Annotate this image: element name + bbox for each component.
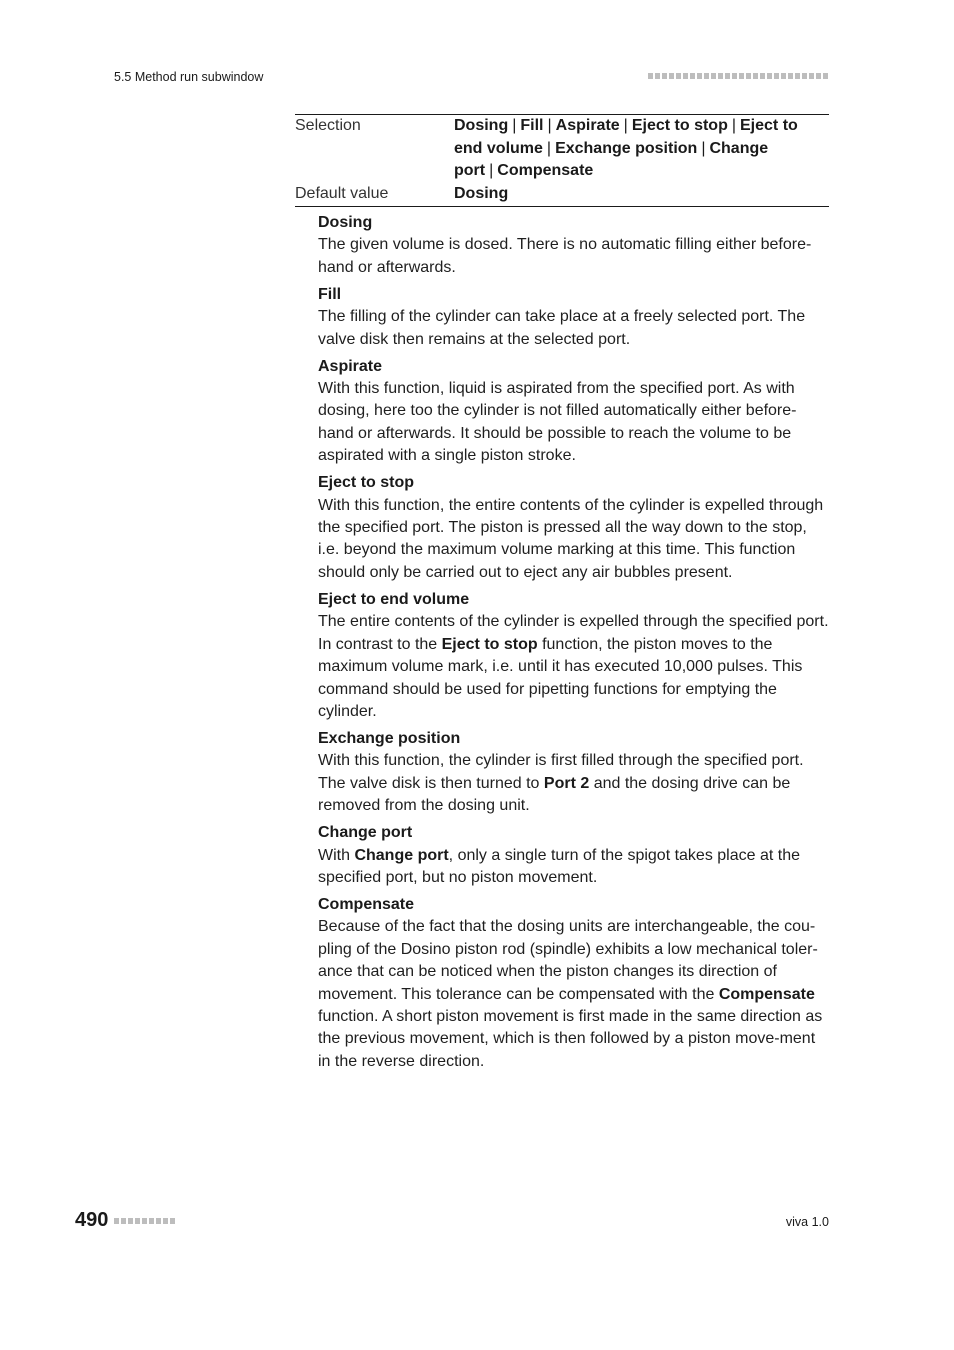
rule-dot <box>662 73 667 79</box>
option-separator: | <box>701 139 706 157</box>
rule-dot <box>746 73 751 79</box>
definition-item <box>318 589 830 723</box>
rule-dot <box>128 1218 133 1224</box>
selection-options <box>454 115 829 183</box>
default-value-row <box>295 183 829 206</box>
definition-term: Compensate <box>318 895 415 913</box>
rule-dot <box>823 73 828 79</box>
rule-dot <box>121 1218 126 1224</box>
definition-item <box>318 284 830 351</box>
selection-option: Dosing <box>454 117 509 134</box>
rule-dot <box>142 1218 147 1224</box>
body-text: function, the piston moves to the maximum volume mark, i.e. until it has executed 10,000 pulses. This command should be used for pipetting functions for emptying the cylinder. <box>318 635 803 720</box>
definition-body <box>318 611 830 723</box>
rule-dot <box>669 73 674 79</box>
rule-dot <box>774 73 779 79</box>
emphasized-text: Eject to stop <box>441 635 538 653</box>
rule-dot <box>725 73 730 79</box>
definition-body <box>318 306 830 351</box>
definition-item <box>318 356 830 468</box>
rule-dot <box>648 73 653 79</box>
selection-label: Selection <box>295 117 361 134</box>
running-head: 5.5 Method run subwindow <box>114 70 264 84</box>
definition-body <box>318 495 830 585</box>
emphasized-text: Port 2 <box>543 774 590 792</box>
definition-item <box>318 728 830 818</box>
selection-option: Exchange position <box>555 139 698 157</box>
definition-term: Exchange position <box>318 729 461 747</box>
body-text: The entire contents of the cylinder is expelled through the specified port. In contrast to the <box>318 613 829 653</box>
rule-dot <box>760 73 765 79</box>
rule-dot <box>795 73 800 79</box>
selection-option: Fill <box>520 117 544 134</box>
default-value-label: Default value <box>295 184 389 202</box>
rule-dot <box>809 73 814 79</box>
definition-list <box>318 212 830 1078</box>
body-text: With <box>318 846 355 864</box>
body-text: The given volume is dosed. There is no automatic filling either before-hand or afterwards. <box>318 236 812 276</box>
default-value: Dosing <box>454 184 509 202</box>
definition-item <box>318 212 830 279</box>
option-separator: | <box>489 162 494 179</box>
definition-term: Dosing <box>318 214 373 231</box>
selection-option: Compensate <box>497 162 594 179</box>
definition-item <box>318 822 830 889</box>
body-text: Because of the fact that the dosing units are interchangeable, the cou-pling of the Dosino piston rod (spindle) exhibits a low mechanical toler-ance that can be noticed when the piston changes its direction of movement. This tolerance can be compensated with the <box>318 918 818 1003</box>
rule-dot <box>149 1218 154 1224</box>
rule-dot <box>753 73 758 79</box>
footer-dot-rule <box>114 1218 175 1224</box>
rule-dot <box>781 73 786 79</box>
header-dot-rule <box>648 73 828 79</box>
rule-dot <box>135 1218 140 1224</box>
selection-option: Eject to end volume <box>454 117 798 157</box>
definition-body <box>318 845 830 890</box>
selection-option: Change port <box>454 139 769 179</box>
body-text: With this function, the cylinder is first filled through the specified port. The valve disk is then turned to <box>318 752 804 792</box>
rule-dot <box>655 73 660 79</box>
option-separator: | <box>623 117 628 134</box>
rule-dot <box>697 73 702 79</box>
rule-dot <box>816 73 821 79</box>
selection-option: Aspirate <box>555 117 620 134</box>
rule-dot <box>163 1218 168 1224</box>
option-separator: | <box>512 117 517 134</box>
rule-dot <box>170 1218 175 1224</box>
definition-term: Eject to stop <box>318 474 415 492</box>
parameter-table <box>295 114 829 207</box>
definition-body <box>318 916 830 1073</box>
definition-term: Fill <box>318 285 342 303</box>
footer-product: viva 1.0 <box>785 1215 829 1229</box>
rule-dot <box>156 1218 161 1224</box>
rule-dot <box>711 73 716 79</box>
rule-dot <box>683 73 688 79</box>
definition-body <box>318 750 830 817</box>
emphasized-text: Compensate <box>718 985 815 1003</box>
body-text: and the dosing drive can be removed from the dosing unit. <box>318 774 791 815</box>
rule-dot <box>704 73 709 79</box>
rule-dot <box>739 73 744 79</box>
option-separator: | <box>546 139 552 157</box>
selection-row <box>295 115 829 183</box>
body-text: The filling of the cylinder can take place at a freely selected port. The valve disk then remains at the selected port. <box>318 308 806 348</box>
definition-body <box>318 378 830 468</box>
definition-term: Change port <box>318 824 413 842</box>
emphasized-text: Change port <box>354 846 449 864</box>
rule-dot <box>767 73 772 79</box>
rule-dot <box>676 73 681 79</box>
rule-dot <box>788 73 793 79</box>
definition-body <box>318 234 830 279</box>
definition-item <box>318 472 830 584</box>
selection-option: Eject to stop <box>631 117 728 134</box>
definition-term: Eject to end volume <box>318 590 470 608</box>
definition-item <box>318 894 830 1073</box>
body-text: , only a single turn of the spigot takes place at the specified port, but no piston movement. <box>318 846 800 886</box>
rule-dot <box>114 1218 119 1224</box>
rule-dot <box>690 73 695 79</box>
option-separator: | <box>547 117 552 134</box>
body-text: With this function, the entire contents of the cylinder is expelled through the specified port. The piston is pressed all the way down to the stop, i.e. beyond the maximum volume marking at this time. This function should only be carried out to eject any air bubbles present. <box>318 496 824 581</box>
body-text: function. A short piston movement is first made in the same direction as the previous movement, which is then followed by a piston move-ment in the reverse direction. <box>318 1007 823 1070</box>
option-separator: | <box>731 117 736 134</box>
rule-dot <box>802 73 807 79</box>
definition-term: Aspirate <box>318 357 383 375</box>
body-text: With this function, liquid is aspirated from the specified port. As with dosing, here too the cylinder is not filled automatically either before-hand or afterwards. It should be possible to reach the volume to be aspirated with a single piston stroke. <box>318 380 797 465</box>
page-number: 490 <box>75 1209 109 1231</box>
rule-dot <box>718 73 723 79</box>
rule-dot <box>732 73 737 79</box>
